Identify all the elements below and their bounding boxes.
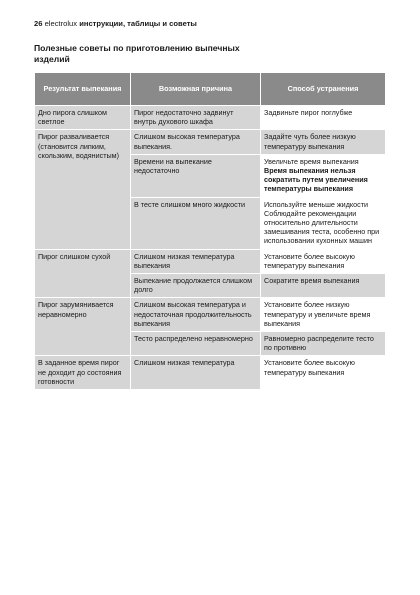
remedy-cell bbox=[261, 106, 386, 130]
cause-cell: Слишком низкая температура bbox=[131, 356, 261, 390]
table-row bbox=[35, 106, 386, 130]
remedy-cell bbox=[261, 154, 386, 197]
table-row bbox=[35, 249, 386, 273]
section-title: Полезные советы по приготовлению выпечных изделий bbox=[34, 43, 240, 64]
page-number: 26 bbox=[34, 19, 43, 28]
remedy-cell bbox=[261, 332, 386, 356]
remedy-warning: Время выпекания нельзя сократить путем увеличения температуры выпекания bbox=[264, 166, 368, 194]
cause-cell: В тесте слишком много жидкости bbox=[131, 197, 261, 249]
cause-cell: Слишком высокая температура и недостаточная продолжительность выпекания bbox=[131, 298, 261, 332]
remedy-cell bbox=[261, 298, 386, 332]
result-cell: Пирог слишком сухой bbox=[35, 249, 131, 298]
cause-cell: Выпекание продолжается слишком долго bbox=[131, 274, 261, 298]
remedy-cell bbox=[261, 356, 386, 390]
column-header-cause: Возможная причина bbox=[131, 73, 261, 106]
cause-cell: Времени на выпекание недостаточно bbox=[131, 154, 261, 197]
table-header-row bbox=[35, 73, 386, 106]
cause-cell: Слишком высокая температура выпекания. bbox=[131, 130, 261, 154]
column-header-remedy: Способ устранения bbox=[261, 73, 386, 106]
brand-name: electrolux bbox=[44, 19, 78, 28]
column-header-result: Результат выпекания bbox=[35, 73, 131, 106]
section-name: инструкции, таблицы и советы bbox=[79, 19, 197, 28]
remedy-text: Используйте меньше жидкости Соблюдайте рекомендации относительно длительности замешивания теста, особенно при использовании кухонных машин bbox=[264, 199, 380, 246]
table-row bbox=[35, 356, 386, 390]
remedy-cell bbox=[261, 197, 386, 249]
cause-cell: Тесто распределено неравномерно bbox=[131, 332, 261, 356]
remedy-text: Задвиньте пирог поглубже bbox=[264, 108, 353, 117]
baking-tips-table bbox=[34, 72, 386, 390]
remedy-cell bbox=[261, 130, 386, 154]
remedy-text: Задайте чуть более низкую температуру выпекания bbox=[264, 132, 356, 151]
remedy-text: Увеличьте время выпекания bbox=[264, 156, 359, 166]
remedy-cell bbox=[261, 274, 386, 298]
cause-cell: Пирог недостаточно задвинут внутрь духового шкафа bbox=[131, 106, 261, 130]
result-cell: Пирог разваливается (становится липким, скользким, водянистым) bbox=[35, 130, 131, 249]
page-header bbox=[34, 19, 197, 28]
result-cell: Дно пирога слишком светлое bbox=[35, 106, 131, 130]
remedy-text: Установите более низкую температуру и увеличьте время выпекания bbox=[264, 300, 371, 328]
remedy-text: Установите более высокую температуру выпекания bbox=[264, 358, 355, 377]
table-row bbox=[35, 130, 386, 154]
remedy-text: Сократите время выпекания bbox=[264, 276, 360, 286]
result-cell: Пирог зарумянивается неравномерно bbox=[35, 298, 131, 356]
table-row bbox=[35, 298, 386, 332]
remedy-text: Равномерно распределите тесто по противню bbox=[264, 334, 374, 353]
cause-cell: Слишком низкая температура выпекания bbox=[131, 249, 261, 273]
remedy-text: Установите более высокую температуру выпекания bbox=[264, 251, 355, 270]
remedy-cell bbox=[261, 249, 386, 273]
result-cell: В заданное время пирог не доходит до состояния готовности bbox=[35, 356, 131, 390]
